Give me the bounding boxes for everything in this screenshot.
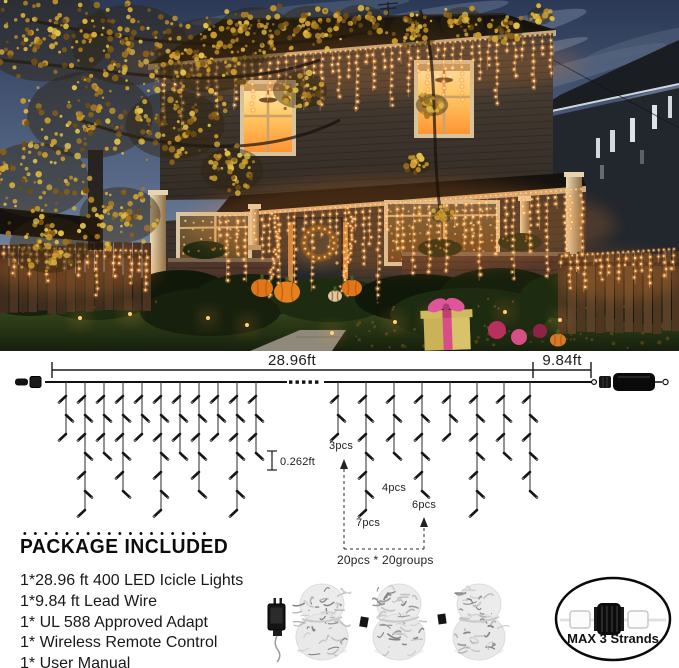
flower-pompom: [488, 321, 506, 339]
package-contents-illustration: [268, 584, 509, 662]
package-included-title: PACKAGE INCLUDED: [20, 536, 229, 558]
groups-note-label: 20pcs * 20groups: [337, 553, 434, 567]
flower-pompom: [511, 329, 527, 345]
pcs7-label: 7pcs: [356, 517, 381, 529]
flower-pompom: [533, 324, 547, 338]
light-bundle-illustration: [453, 584, 509, 660]
light-bundle-illustration: [293, 584, 351, 660]
power-adapter-illustration: [268, 598, 285, 662]
total-length-label: 28.96ft: [268, 352, 316, 369]
bulb-spacing-label: 0.262ft: [280, 456, 316, 468]
max-strands-badge: [556, 578, 670, 660]
package-item-list: [20, 571, 243, 668]
diagram-linework: [15, 362, 668, 549]
pcs6-label: 6pcs: [412, 499, 437, 511]
pcs4-label: 4pcs: [382, 482, 407, 494]
package-item: 1*9.84 ft Lead Wire: [20, 592, 157, 610]
package-item: 1* User Manual: [20, 655, 131, 668]
package-item: 1* Wireless Remote Control: [20, 634, 218, 652]
package-item: 1* UL 588 Approved Adapt: [20, 613, 208, 631]
light-bundle-illustration: [373, 584, 426, 660]
pcs3-label: 3pcs: [329, 440, 354, 452]
max-strands-badge-label: MAX 3 Strands: [567, 631, 659, 646]
package-item: 1*28.96 ft 400 LED Icicle Lights: [20, 572, 244, 589]
lead-length-label: 9.84ft: [542, 352, 582, 369]
